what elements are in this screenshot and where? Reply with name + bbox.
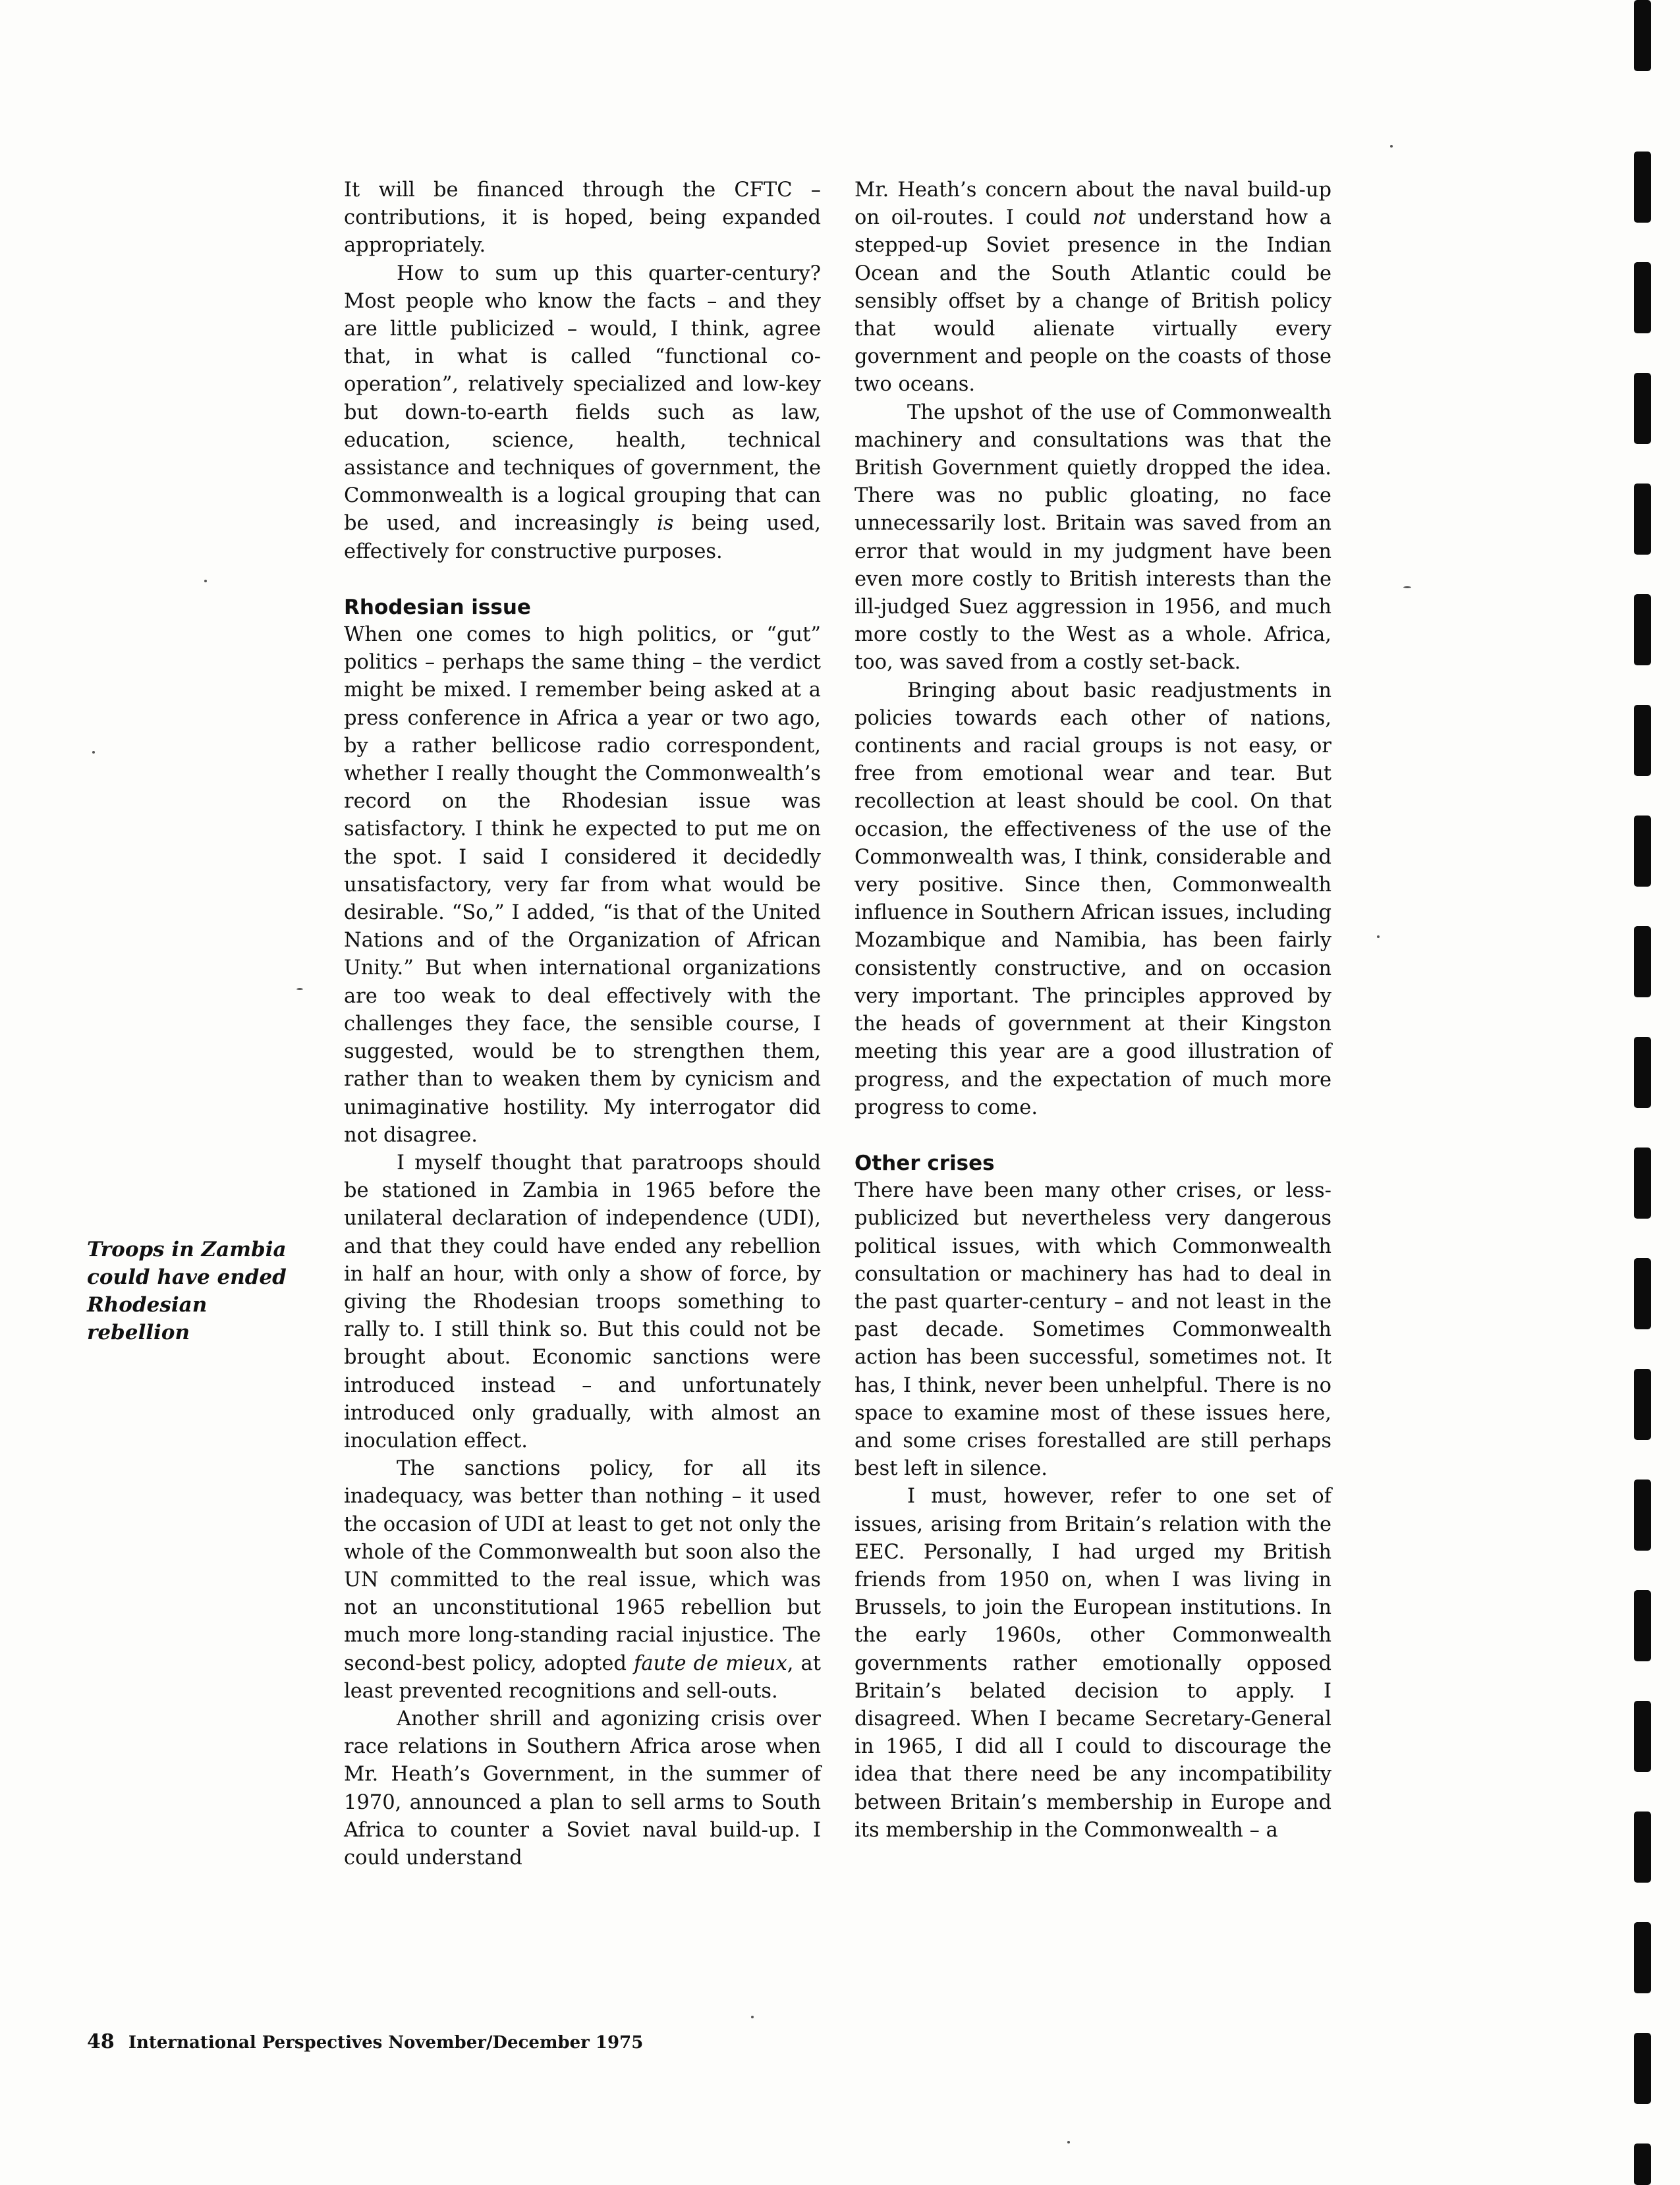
scan-speck: [751, 2016, 754, 2018]
binding-hole: [1634, 594, 1651, 665]
binding-hole: [1634, 1590, 1651, 1661]
binding-holes: [1634, 0, 1660, 2185]
paragraph: I must, however, refer to one set of issues, arising from Britain’s relation with the EEC. Personally, I had urged my British friends from 1950 on, when I was living in Brussels, to join the European institutions. In the early 1960s, other Commonwealth governments rather emotionally opposed Britain’s belated decision to apply. I disagreed. When I became Secretary-General in 1965, I did all I could to discourage the idea that there need be any incompatibility between Britain’s membership in Europe and its membership in the Commonwealth – a: [854, 1485, 1331, 1842]
paragraph: How to sum up this quarter-century? Most people who know the facts – and they are little publicized – would, I think, agree that, in what is called “functional co-operation”, relatively specialized and low-key but down-to-earth fields such as law, education, science, health, technical assistance and techniques of government, the Commonwealth is a logical grouping that can be used, and increasingly is being used, effectively for constructive purposes.: [344, 262, 821, 563]
publication-line: International Perspectives November/December 1975: [128, 2033, 644, 2053]
binding-hole: [1634, 1922, 1651, 1993]
paragraph: Bringing about basic readjustments in policies towards each other of nations, continents and racial groups is not easy, or free from emotional wear and tear. But recollection at least should be cool. On that occasion, the effectiveness of the use of the Commonwealth was, I think, considerable and very positive. Since then, Commonwealth influence in Southern African issues, including Mozambique and Namibia, has been fairly consistently constructive, and on occasion very important. The principles approved by the heads of government at their Kingston meeting this year are a good illustration of progress, and the expectation of much more progress to come.: [854, 678, 1331, 1119]
binding-hole: [1634, 1258, 1651, 1329]
page-footer: [87, 2030, 643, 2053]
binding-hole: [1634, 2033, 1651, 2104]
binding-hole: [1634, 373, 1651, 444]
margin-pull-quote: Troops in Zambia could have ended Rhodesian rebellion: [87, 1238, 287, 1344]
paragraph: I myself thought that paratroops should be stationed in Zambia in 1965 before the unilateral declaration of independence (UDI), and that they could have ended any rebellion in half an hour, with only a show of force, by giving the Rhodesian troops something to rally to. I still think so. But this could not be brought about. Economic sanctions were introduced instead – and unfortunately introduced only gradually, with almost an inoculation effect.: [344, 1151, 821, 1452]
scan-speck: [296, 988, 303, 990]
right-text-column: [854, 177, 1331, 1844]
paragraph: When one comes to high politics, or “gut” politics – perhaps the same thing – the verdict might be mixed. I remember being asked at a press conference in Africa a year or two ago, by a rather bellicose radio correspondent, whether I really thought the Commonwealth’s record on the Rhodesian issue was satisfactory. I think he expected to put me on the spot. I said I considered it decidedly unsatisfactory, very far from what would be desirable. “So,” I added, “is that of the United Nations and of the Organization of African Unity.” But when international organizations are too weak to deal effectively with the challenges they face, the sensible course, I suggested, would be to strengthen them, rather than to weaken them by cynicism and unimaginative hostility. My interrogator did not disagree.: [344, 623, 821, 1147]
binding-hole: [1634, 1480, 1651, 1551]
binding-hole: [1634, 484, 1651, 555]
binding-hole: [1634, 152, 1651, 223]
binding-hole: [1634, 262, 1651, 333]
binding-hole: [1634, 705, 1651, 776]
paragraph: It will be financed through the CFTC – contributions, it is hoped, being expanded appropriately.: [344, 179, 821, 258]
paragraph: Another shrill and agonizing crisis over race relations in Southern Africa arose when Mr. Heath’s Government, in the summer of 1970, announced a plan to sell arms to South Africa to counter a Soviet naval build-up. I could understand: [344, 1707, 821, 1869]
scan-speck: [1390, 145, 1393, 148]
binding-hole: [1634, 1148, 1651, 1219]
binding-hole: [1634, 1369, 1651, 1440]
binding-hole: [1634, 1812, 1651, 1883]
binding-hole: [1634, 816, 1651, 887]
binding-hole: [1634, 926, 1651, 997]
binding-hole: [1634, 1701, 1651, 1772]
binding-hole: [1634, 2144, 1651, 2185]
paragraph: The sanctions policy, for all its inadequacy, was better than nothing – it used the occasion of UDI at least to get not only the whole of the Commonwealth but soon also the UN committed to the real issue, which was not an unconstitutional 1965 rebellion but much more long-standing racial injustice. The second-best policy, adopted faute de mieux, at least prevented recognitions and sell-outs.: [344, 1457, 821, 1703]
scan-speck: [1377, 935, 1380, 938]
paragraph: There have been many other crises, or less-publicized but nevertheless very dangerous political issues, with which Commonwealth consultation or machinery has had to deal in the past quarter-century – and not least in the past decade. Sometimes Commonwealth action has been successful, sometimes not. It has, I think, never been unhelpful. There is no space to examine most of these issues here, and some crises forestalled are still perhaps best left in silence.: [854, 1179, 1331, 1481]
scan-speck: [1403, 586, 1411, 588]
binding-hole: [1634, 1037, 1651, 1108]
scan-speck: [204, 580, 207, 582]
section-heading-rhodesian-issue: Rhodesian issue: [344, 595, 531, 619]
scan-speck: [1067, 2141, 1070, 2144]
paragraph: The upshot of the use of Commonwealth machinery and consultations was that the British Government quietly dropped the idea. There was no public gloating, no face unnecessarily lost. Britain was saved from an error that would in my judgment have been even more costly to British interests than the ill-judged Suez aggression in 1956, and much more costly to the West as a whole. Africa, too, was saved from a costly set-back.: [854, 401, 1331, 675]
paragraph: Mr. Heath’s concern about the naval build-up on oil-routes. I could not understand how a stepped-up Soviet presence in the Indian Ocean and the South Atlantic could be sensibly offset by a change of British policy that would alienate virtually every government and people on the coasts of those two oceans.: [854, 179, 1331, 397]
binding-hole: [1634, 0, 1651, 71]
left-text-column: [344, 177, 821, 1872]
page-number: 48: [87, 2030, 115, 2053]
scan-speck: [92, 751, 95, 754]
section-heading-other-crises: Other crises: [854, 1151, 995, 1175]
